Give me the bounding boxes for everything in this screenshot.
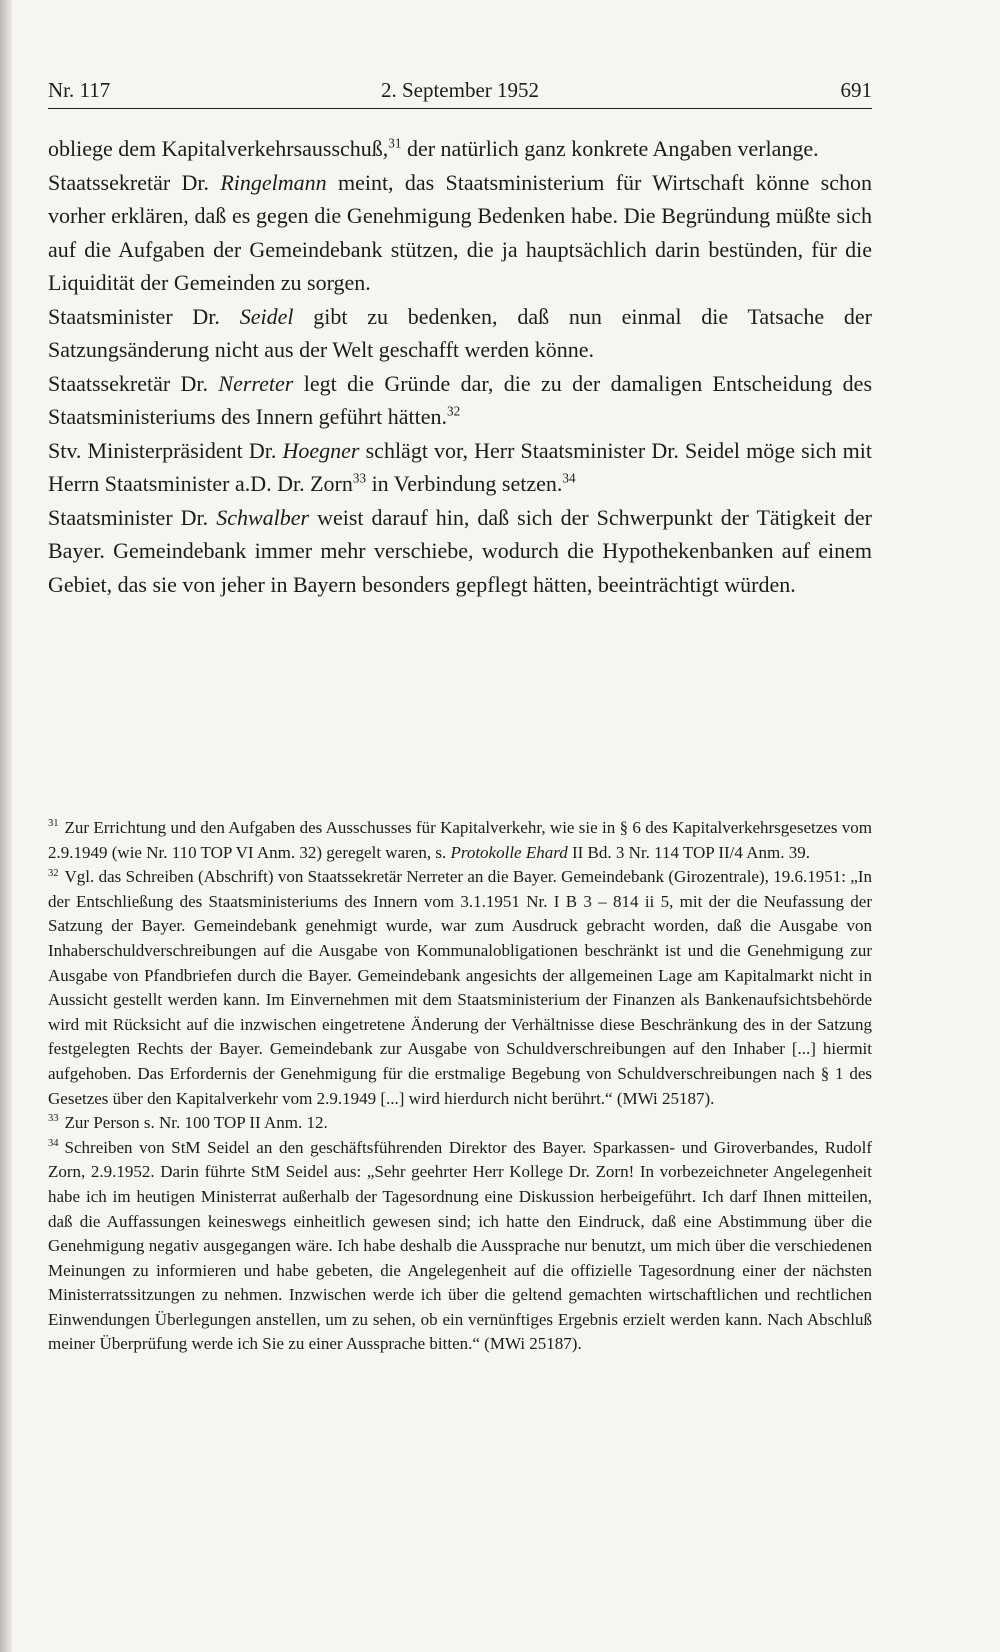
main-text (48, 132, 872, 601)
footnote-text: II Bd. 3 Nr. 114 TOP II/4 Anm. 39. (567, 842, 810, 862)
footnote-ref: 31 (388, 135, 402, 151)
speaker-title: Staatsminister Dr. (48, 303, 240, 329)
paragraph-text: legt die Gründe dar, die zu der damaligen Entscheidung des Staatsministeriums des Innern geführt hätten. (48, 370, 873, 429)
paragraph-text: in Verbindung setzen. (366, 471, 563, 496)
paragraph (48, 434, 872, 501)
footnote-text: Vgl. das Schreiben (Abschrift) von Staatssekretär Nerreter an die Bayer. Gemeindebank (Girozentrale), 19.6.1951: „In der Entschließung des Staatsministeriums des Innern vom 3.1.1951 Nr. I B 3 – 814 ii 5, mit der die Neufassung der Satzung der Bayer. Gemeindebank genehmigt wurde, war zum Ausdruck gebracht worden, daß die Ausgabe von Inhaberschuldverschreibungen auf die Ausgabe von Kommunalobligationen beschränkt ist und die Genehmigung zur Ausgabe von Pfandbriefen durch die Bayer. Gemeindebank angesichts der allgemeinen Lage am Kapitalmarkt nicht in Aussicht gestellt werden kann. Im Einvernehmen mit dem Staatsministerium der Finanzen als Bankenaufsichtsbehörde wird mit Rücksicht auf die inzwischen eingetretene Änderung der Verhältnisse diese Beschränkung des in der Satzung festgelegten Rechts der Bayer. Gemeindebank zur Ausgabe von Schuldverschreibungen auf den Inhaber [...] hiermit aufgehoben. Das Erfordernis der Genehmigung für die erstmalige Begebung von Schuldverschreibungen nach § 1 des Gesetzes über den Kapitalverkehr vom 2.9.1949 [...] wird hierdurch nicht berührt.“ (MWi 25187). (48, 867, 872, 1108)
footnote-text: Schreiben von StM Seidel an den geschäftsführenden Direktor des Bayer. Sparkassen- und Giroverbandes, Rudolf Zorn, 2.9.1952. Darin führte StM Seidel aus: „Sehr geehrter Herr Kollege Dr. Zorn! In vorbezeichneter Angelegenheit habe ich im heutigen Ministerrat außerhalb der Tagesordnung eine Diskussion herbeigeführt. Ich darf Ihnen mitteilen, daß die Auffassungen keineswegs einheitlich gewesen sind; ich hatte den Eindruck, daß eine Abstimmung über die Genehmigung negativ ausgegangen wäre. Ich habe deshalb die Aussprache nur benutzt, um mich über die verschiedenen Meinungen zu informieren und habe gebeten, die Angelegenheit auf die offizielle Tagesordnung einer der nächsten Ministerratssitzungen zu nehmen. Inzwischen werde ich über die geltend gemachten wirtschaftlichen und rechtlichen Einwendungen Überlegungen anstellen, um zu sehen, ob ein vernünftiges Ergebnis erzielt werden kann. Nach Abschluß meiner Überprüfung werde ich Sie zu einer Aussprache bitten.“ (MWi 25187). (48, 1137, 872, 1354)
paragraph (48, 300, 872, 367)
footnote-text: Zur Errichtung und den Aufgaben des Ausschusses für Kapitalverkehr, wie sie in § 6 des Kapitalverkehrsgesetzes vom 2.9.1949 (wie Nr. 110 TOP VI Anm. 32) geregelt waren, s. (48, 818, 872, 862)
paragraph-text: schlägt vor, Herr Staatsminister Dr. Seidel möge sich mit Herrn Staatsminister a.D. Dr. Zorn (48, 437, 872, 496)
paragraph-text: weist darauf hin, daß sich der Schwerpunkt der Tätigkeit der Bayer. Gemeindebank immer mehr verschiebe, wodurch die Hypothekenbanken auf einem Gebiet, das sie von jeher in Bayern besonders gepflegt hätten, beeinträchtigt würden. (48, 504, 873, 597)
footnote-33 (48, 1111, 872, 1136)
paragraph-text: gibt zu bedenken, daß nun einmal die Tatsache der Satzungsänderung nicht aus der Welt geschafft werden könne. (48, 303, 873, 362)
footnotes-section (48, 816, 872, 1357)
footnote-text: Zur Person s. Nr. 100 TOP II Anm. 12. (64, 1113, 328, 1133)
footnote-32 (48, 865, 872, 1111)
speaker-title: Staatsminister Dr. (48, 504, 217, 530)
footnote-number: 32 (48, 867, 59, 879)
footnote-number: 34 (48, 1138, 59, 1150)
speaker-name: Schwalber (216, 504, 310, 530)
paragraph (48, 501, 872, 602)
paragraph-text: meint, das Staatsministerium für Wirtschaft könne schon vorher erklären, daß es gegen die Genehmigung Bedenken habe. Die Begründung müßte sich auf die Aufgaben der Gemeindebank stützen, die ja hauptsächlich darin bestünden, für die Liquidität der Gemeinden zu sorgen. (48, 169, 872, 295)
paragraph-text: obliege dem Kapitalverkehrsausschuß, (48, 136, 389, 161)
speaker-title: Stv. Ministerpräsident Dr. (48, 437, 283, 463)
header-date: 2. September 1952 (380, 78, 540, 102)
header-document-number: Nr. 117 (48, 78, 111, 102)
footnote-ref: 32 (446, 403, 461, 419)
speaker-title: Staatssekretär Dr. (48, 370, 219, 396)
paragraph-text: der natürlich ganz konkrete Angaben verlange. (401, 136, 819, 161)
footnote-ref: 33 (352, 470, 367, 486)
footnote-number: 33 (48, 1113, 59, 1125)
speaker-name: Nerreter (218, 370, 294, 396)
speaker-name: Ringelmann (220, 169, 327, 195)
footnote-italic: Protokolle Ehard (450, 842, 568, 862)
speaker-name: Seidel (239, 303, 294, 329)
speaker-name: Hoegner (282, 437, 360, 463)
footnote-ref: 34 (562, 470, 576, 486)
paragraph (48, 132, 872, 166)
header-page-number: 691 (840, 78, 872, 102)
paragraph (48, 166, 872, 300)
running-header (48, 78, 872, 109)
footnote-number: 31 (48, 818, 59, 830)
speaker-title: Staatssekretär Dr. (48, 169, 221, 195)
footnote-34 (48, 1136, 872, 1357)
paragraph (48, 367, 872, 434)
footnote-31 (48, 816, 872, 865)
page-spine-shadow (0, 0, 12, 1652)
